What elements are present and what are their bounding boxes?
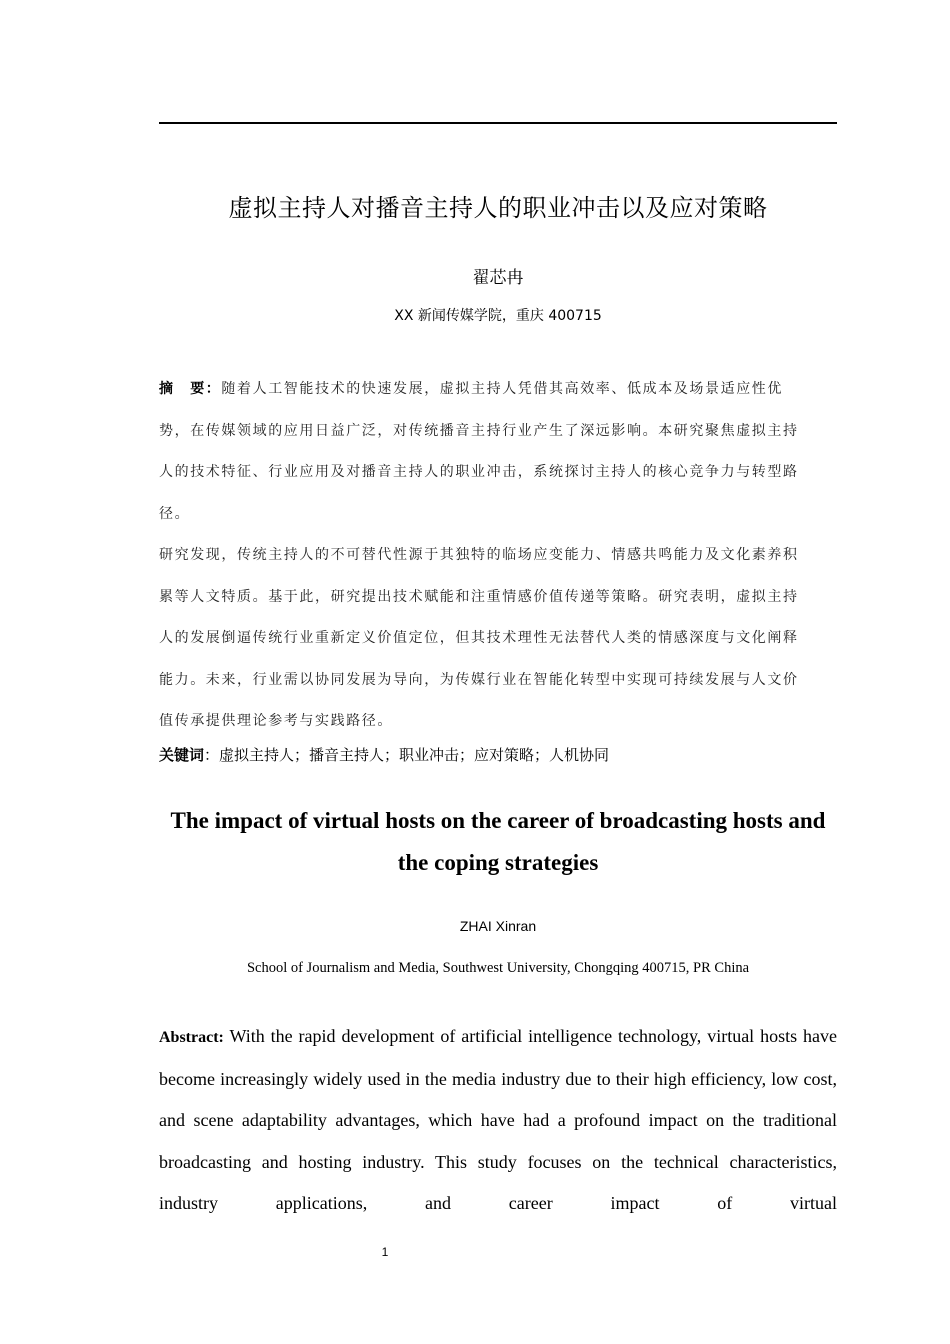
header-rule bbox=[159, 122, 837, 124]
chinese-title: 虚拟主持人对播音主持人的职业冲击以及应对策略 bbox=[228, 194, 768, 222]
chinese-keywords-label: 关键词 bbox=[159, 746, 205, 764]
english-title: The impact of virtual hosts on the career of broadcasting hosts and the coping strategies bbox=[170, 808, 826, 875]
english-author: ZHAI Xinran bbox=[459, 918, 537, 934]
chinese-keywords bbox=[159, 742, 837, 768]
chinese-abstract-text-1: 随着人工智能技术的快速发展，虚拟主持人凭借其高效率、低成本及场景适应性优势，在传媒领域的应用日益广泛，对传统播音主持行业产生了深远影响。本研究聚焦虚拟主持人的技术特征、行业应用及对播音主持人的职业冲击，系统探讨主持人的核心竞争力与转型路径。 bbox=[159, 381, 799, 522]
english-abstract bbox=[159, 1016, 837, 1225]
chinese-keywords-colon: ： bbox=[204, 746, 220, 764]
chinese-keywords-text: 虚拟主持人；播音主持人；职业冲击；应对策略；人机协同 bbox=[219, 746, 610, 764]
chinese-abstract-label: 摘 要： bbox=[159, 381, 222, 397]
english-affiliation: School of Journalism and Media, Southwest University, Chongqing 400715, PR China bbox=[246, 960, 750, 976]
english-abstract-text: With the rapid development of artificial intelligence technology, virtual hosts have become increasingly widely used in the media industry due to their high efficiency, low cost, and scene adaptability advantages, which have had a profound impact on the traditional broadcasting and hosting industry. This study focuses on the technical characteristics, industry applications, and career impact of virtual bbox=[159, 1026, 837, 1213]
chinese-abstract-paragraph-2: 研究发现，传统主持人的不可替代性源于其独特的临场应变能力、情感共鸣能力及文化素养积累等人文特质。基于此，研究提出技术赋能和注重情感价值传递等策略。研究表明，虚拟主持人的发展倒逼传统行业重新定义价值定位，但其技术理性无法替代人类的情感深度与文化阐释能力。未来，行业需以协同发展为导向，为传媒行业在智能化转型中实现可持续发展与人文价值传承提供理论参考与实践路径。 bbox=[159, 547, 799, 729]
chinese-abstract bbox=[159, 369, 809, 743]
page-number: 1 bbox=[381, 1245, 389, 1259]
english-abstract-label: Abstract: bbox=[159, 1029, 224, 1046]
chinese-affiliation: XX 新闻传媒学院，重庆 400715 bbox=[394, 308, 602, 324]
chinese-author: 翟芯冉 bbox=[472, 268, 524, 288]
chinese-abstract-paragraph-1 bbox=[159, 369, 809, 535]
